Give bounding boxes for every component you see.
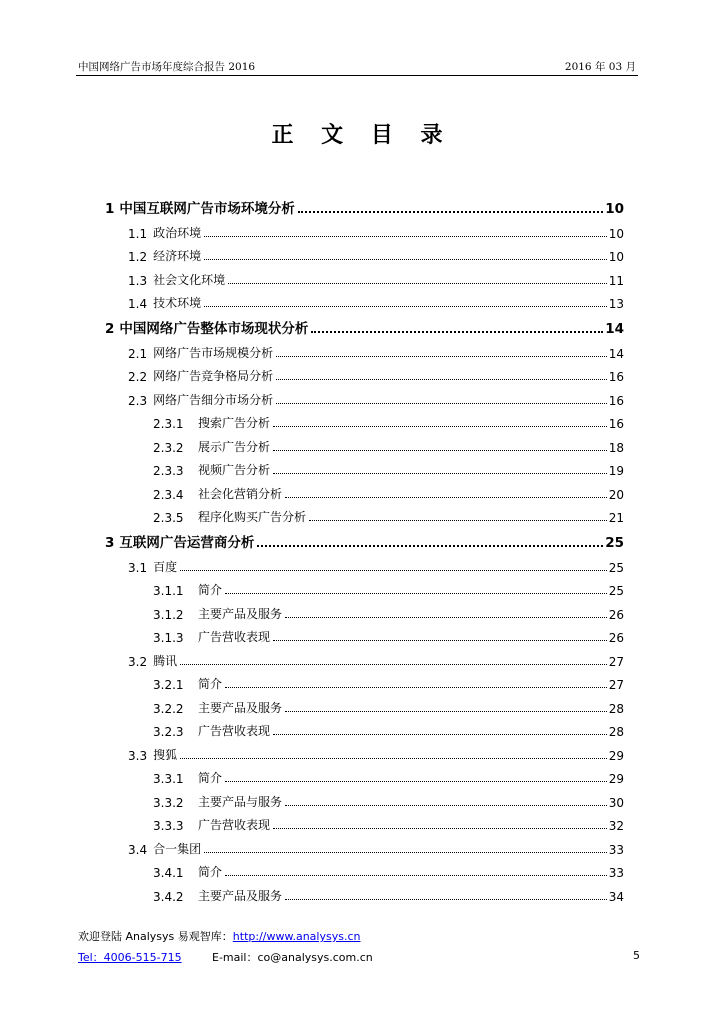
toc-dot-leader <box>180 570 607 571</box>
toc-entry-2-3-5[interactable] <box>105 502 624 526</box>
toc-entry-number: 2.3.4 <box>153 487 184 502</box>
toc-entry-page: 19 <box>608 464 624 478</box>
toc-entry-label: 视频广告分析 <box>198 463 271 477</box>
toc-entry-label: 中国网络广告整体市场现状分析 <box>119 321 309 337</box>
toc-dot-leader <box>225 781 607 782</box>
footer-welcome-line <box>78 928 360 944</box>
footer-tel-link[interactable]: Tel：4006-515-715 <box>78 951 182 964</box>
toc-entry-page: 13 <box>608 297 624 311</box>
toc-dot-leader <box>180 664 607 665</box>
toc-entry-2-1[interactable] <box>105 337 624 361</box>
toc-entry-number: 3.4.2 <box>153 889 184 904</box>
toc-entry-label: 搜狐 <box>153 747 178 762</box>
page-title: 正 文 目 录 <box>271 123 453 148</box>
toc-entry-2-3-4[interactable] <box>105 478 624 502</box>
toc-entry-page: 27 <box>608 678 624 692</box>
toc-entry-number: 1.1 <box>128 226 148 241</box>
toc-entry-3[interactable] <box>105 525 624 551</box>
toc-dot-leader <box>311 331 603 333</box>
toc-entry-label: 社会化营销分析 <box>198 486 283 501</box>
toc-dot-leader <box>285 617 607 618</box>
toc-entry-number: 3.3.1 <box>153 772 184 786</box>
toc-dot-leader <box>273 473 607 474</box>
toc-dot-leader <box>204 259 607 260</box>
table-of-contents <box>105 191 624 904</box>
toc-entry-3-1[interactable] <box>105 551 624 575</box>
toc-entry-label: 展示广告分析 <box>198 439 271 454</box>
toc-entry-label: 腾讯 <box>153 653 178 668</box>
toc-entry-3-3-1[interactable] <box>105 763 624 787</box>
toc-entry-number: 3.2 <box>128 654 148 669</box>
toc-entry-label: 网络广告市场规模分析 <box>153 345 274 360</box>
toc-dot-leader <box>285 899 607 900</box>
toc-dot-leader <box>225 687 607 688</box>
toc-dot-leader <box>276 356 607 357</box>
toc-dot-leader <box>228 283 607 284</box>
toc-entry-3-4-2[interactable] <box>105 880 624 904</box>
toc-entry-number: 2.3.3 <box>153 464 184 478</box>
toc-dot-leader <box>285 497 607 498</box>
toc-entry-2-3-3[interactable] <box>105 455 624 479</box>
toc-entry-page: 21 <box>608 511 624 525</box>
toc-entry-number: 3.2.2 <box>153 701 184 716</box>
toc-dot-leader <box>204 852 607 853</box>
toc-dot-leader <box>225 593 607 594</box>
header-date: 2016 年 03 月 <box>564 61 636 73</box>
toc-entry-number: 2.2 <box>128 370 148 384</box>
toc-entry-label: 简介 <box>198 677 223 691</box>
toc-entry-page: 30 <box>608 795 624 810</box>
toc-dot-leader <box>204 236 607 237</box>
toc-dot-leader <box>204 306 607 307</box>
toc-entry-3-3-3[interactable] <box>105 810 624 834</box>
toc-entry-3-3-2[interactable] <box>105 786 624 810</box>
toc-entry-page: 26 <box>608 631 624 645</box>
toc-entry-page: 33 <box>608 842 624 857</box>
footer-email: E-mail：co@analysys.com.cn <box>212 951 373 964</box>
toc-entry-3-2-3[interactable] <box>105 716 624 740</box>
toc-entry-number: 3.3 <box>128 748 148 763</box>
toc-entry-label: 中国互联网广告市场环境分析 <box>119 201 295 217</box>
toc-entry-label: 网络广告细分市场分析 <box>153 392 274 407</box>
toc-entry-3-2-2[interactable] <box>105 692 624 716</box>
header-report-title: 中国网络广告市场年度综合报告 2016 <box>78 61 256 73</box>
toc-entry-number: 2.3.5 <box>153 511 184 525</box>
toc-entry-label: 简介 <box>198 583 223 597</box>
toc-entry-3-1-1[interactable] <box>105 575 624 599</box>
toc-entry-page: 28 <box>608 725 624 739</box>
toc-entry-2[interactable] <box>105 311 624 337</box>
toc-dot-leader <box>225 875 607 876</box>
page-number: 5 <box>633 949 640 962</box>
toc-entry-label: 搜索广告分析 <box>198 416 271 430</box>
toc-entry-page: 32 <box>608 819 624 833</box>
toc-entry-label: 广告营收表现 <box>198 818 271 832</box>
toc-entry-1-2[interactable] <box>105 241 624 265</box>
footer-welcome-text: 欢迎登陆 Analysys 易观智库： <box>78 930 233 943</box>
toc-entry-page: 25 <box>608 584 624 598</box>
toc-entry-1-3[interactable] <box>105 264 624 288</box>
toc-entry-page: 26 <box>608 607 624 622</box>
toc-dot-leader <box>285 805 607 806</box>
toc-dot-leader <box>257 545 603 547</box>
toc-entry-2-3-1[interactable] <box>105 408 624 432</box>
toc-entry-3-4[interactable] <box>105 833 624 857</box>
toc-entry-page: 33 <box>608 866 624 880</box>
toc-dot-leader <box>276 379 607 380</box>
toc-entry-page: 34 <box>608 889 624 904</box>
footer-contact-line <box>78 949 640 965</box>
toc-entry-1[interactable] <box>105 191 624 217</box>
toc-entry-3-2[interactable] <box>105 645 624 669</box>
toc-entry-number: 3.1.3 <box>153 631 184 645</box>
toc-entry-label: 合一集团 <box>153 841 202 856</box>
toc-entry-number: 2 <box>105 321 115 337</box>
toc-dot-leader <box>180 758 607 759</box>
toc-entry-number: 3.2.1 <box>153 678 184 692</box>
toc-entry-number: 3.3.3 <box>153 819 184 833</box>
toc-entry-page: 29 <box>608 772 624 786</box>
toc-entry-page: 28 <box>608 701 624 716</box>
toc-entry-page: 20 <box>608 487 624 502</box>
toc-entry-label: 互联网广告运营商分析 <box>119 535 255 551</box>
toc-entry-number: 2.1 <box>128 346 148 361</box>
toc-entry-page: 25 <box>608 560 624 575</box>
toc-entry-number: 2.3.2 <box>153 440 184 455</box>
toc-entry-label: 简介 <box>198 865 223 879</box>
toc-entry-number: 3.2.3 <box>153 725 184 739</box>
toc-entry-page: 16 <box>608 393 624 408</box>
toc-entry-2-3-2[interactable] <box>105 431 624 455</box>
toc-entry-label: 主要产品及服务 <box>198 888 283 903</box>
toc-dot-leader <box>285 711 607 712</box>
toc-entry-page: 16 <box>608 370 624 384</box>
toc-entry-number: 3.1 <box>128 560 148 575</box>
toc-entry-number: 1.2 <box>128 250 148 264</box>
toc-entry-number: 2.3.1 <box>153 417 184 431</box>
toc-entry-number: 3.4.1 <box>153 866 184 880</box>
toc-dot-leader <box>276 403 607 404</box>
toc-entry-3-1-2[interactable] <box>105 598 624 622</box>
toc-entry-label: 技术环境 <box>153 296 202 310</box>
toc-dot-leader <box>309 520 607 521</box>
toc-entry-page: 14 <box>605 321 624 337</box>
toc-entry-label: 主要产品与服务 <box>198 794 283 809</box>
toc-entry-number: 1 <box>105 201 115 217</box>
toc-entry-page: 10 <box>608 226 624 241</box>
toc-entry-page: 14 <box>608 346 624 361</box>
toc-entry-label: 百度 <box>153 559 178 574</box>
toc-entry-1-1[interactable] <box>105 217 624 241</box>
toc-entry-label: 广告营收表现 <box>198 630 271 644</box>
toc-entry-number: 3.1.1 <box>153 584 184 598</box>
page-header <box>76 55 638 76</box>
toc-entry-page: 11 <box>608 273 624 288</box>
toc-entry-label: 政治环境 <box>153 225 202 240</box>
toc-entry-label: 广告营收表现 <box>198 724 271 738</box>
toc-entry-page: 10 <box>608 250 624 264</box>
toc-entry-page: 29 <box>608 748 624 763</box>
toc-entry-label: 主要产品及服务 <box>198 606 283 621</box>
toc-entry-page: 25 <box>605 535 624 551</box>
toc-entry-2-2[interactable] <box>105 361 624 385</box>
toc-entry-page: 27 <box>608 654 624 669</box>
toc-entry-number: 2.3 <box>128 393 148 408</box>
toc-entry-1-4[interactable] <box>105 288 624 312</box>
toc-entry-page: 18 <box>608 440 624 455</box>
toc-dot-leader <box>273 426 607 427</box>
toc-entry-number: 3.4 <box>128 842 148 857</box>
toc-entry-label: 程序化购买广告分析 <box>198 510 307 524</box>
toc-entry-label: 简介 <box>198 771 223 785</box>
toc-entry-label: 主要产品及服务 <box>198 700 283 715</box>
toc-entry-page: 10 <box>605 201 624 217</box>
footer-website-link[interactable]: http://www.analysys.cn <box>232 930 361 943</box>
toc-dot-leader <box>273 828 607 829</box>
toc-entry-label: 网络广告竞争格局分析 <box>153 369 274 383</box>
toc-entry-label: 经济环境 <box>153 249 202 263</box>
toc-entry-number: 3 <box>105 535 115 551</box>
toc-entry-number: 3.3.2 <box>153 795 184 810</box>
toc-entry-label: 社会文化环境 <box>153 272 226 287</box>
toc-entry-3-1-3[interactable] <box>105 622 624 646</box>
toc-entry-3-2-1[interactable] <box>105 669 624 693</box>
toc-dot-leader <box>273 734 607 735</box>
toc-entry-3-4-1[interactable] <box>105 857 624 881</box>
toc-entry-number: 1.4 <box>128 297 148 311</box>
toc-entry-3-3[interactable] <box>105 739 624 763</box>
toc-dot-leader <box>273 450 607 451</box>
toc-entry-2-3[interactable] <box>105 384 624 408</box>
toc-dot-leader <box>298 211 603 213</box>
toc-entry-number: 3.1.2 <box>153 607 184 622</box>
toc-dot-leader <box>273 640 607 641</box>
toc-entry-page: 16 <box>608 417 624 431</box>
toc-entry-number: 1.3 <box>128 273 148 288</box>
